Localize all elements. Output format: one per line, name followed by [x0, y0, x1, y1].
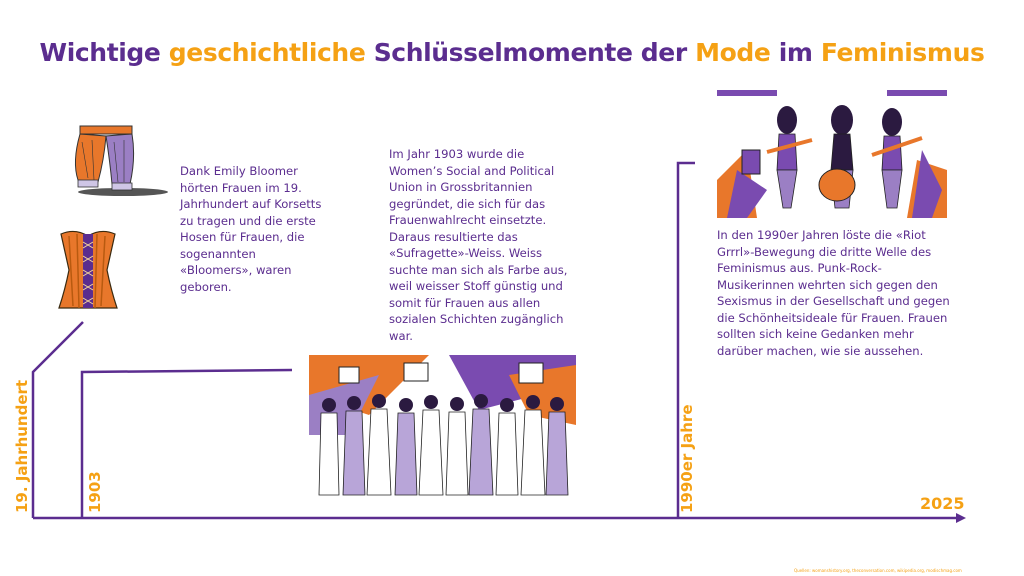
label-19th-century: 19. Jahrhundert — [13, 379, 31, 513]
text-suffragette: Im Jahr 1903 wurde die Women’s Social and Political Union in Grossbritannien gegründet, die sich für das Frauenwahlrecht einsetzte. Daraus resultierte das «Sufragette»-Weiss. Weiss suchte man sich als Farbe aus, weil weisser Stoff günstig und somit für Frauen aus allen sozialen Schichten zugänglich war. — [389, 147, 568, 343]
sources-footnote: Quellen: womanshistory.org, theconversation.com, wikipedia.org, modischmag.com — [794, 568, 962, 573]
riot-grrrl-band-illustration — [717, 90, 947, 218]
suffragette-march-illustration — [309, 355, 576, 502]
text-riot-grrrl: In den 1990er Jahren löste die «Riot Grrrl»-Bewegung die dritte Welle des Feminismus aus. Punk-Rock-Musikerinnen wehrten sich gegen den Sexismus in der Gesellschaft und gegen die Schönheitsideale für Frauen. Frauen sollten sich keine Gedanken mehr darüber machen, wie sie aussehen. — [717, 228, 950, 358]
title-part: Schlüsselmomente der — [373, 38, 696, 67]
label-1990s: 1990er Jahre — [678, 404, 696, 513]
timeline-arrow-icon — [956, 513, 966, 523]
title-part: Feminismus — [820, 38, 985, 67]
step-19th-century — [33, 322, 83, 518]
title-part: geschichtliche — [168, 38, 374, 67]
text-bloomers: Dank Emily Bloomer hörten Frauen im 19. Jahrhundert auf Korsetts zu tragen und die erste Hosen für Frauen, die sogenannten «Bloomers», waren geboren. — [180, 164, 322, 294]
label-1903: 1903 — [86, 471, 104, 513]
title-part: im — [778, 38, 821, 67]
title-part: Mode — [695, 38, 779, 67]
bloomers-illustration — [68, 122, 170, 206]
step-1903 — [82, 370, 292, 518]
title-part: Wichtige — [39, 38, 169, 67]
corset-illustration — [55, 226, 121, 314]
label-2025: 2025 — [920, 494, 965, 513]
